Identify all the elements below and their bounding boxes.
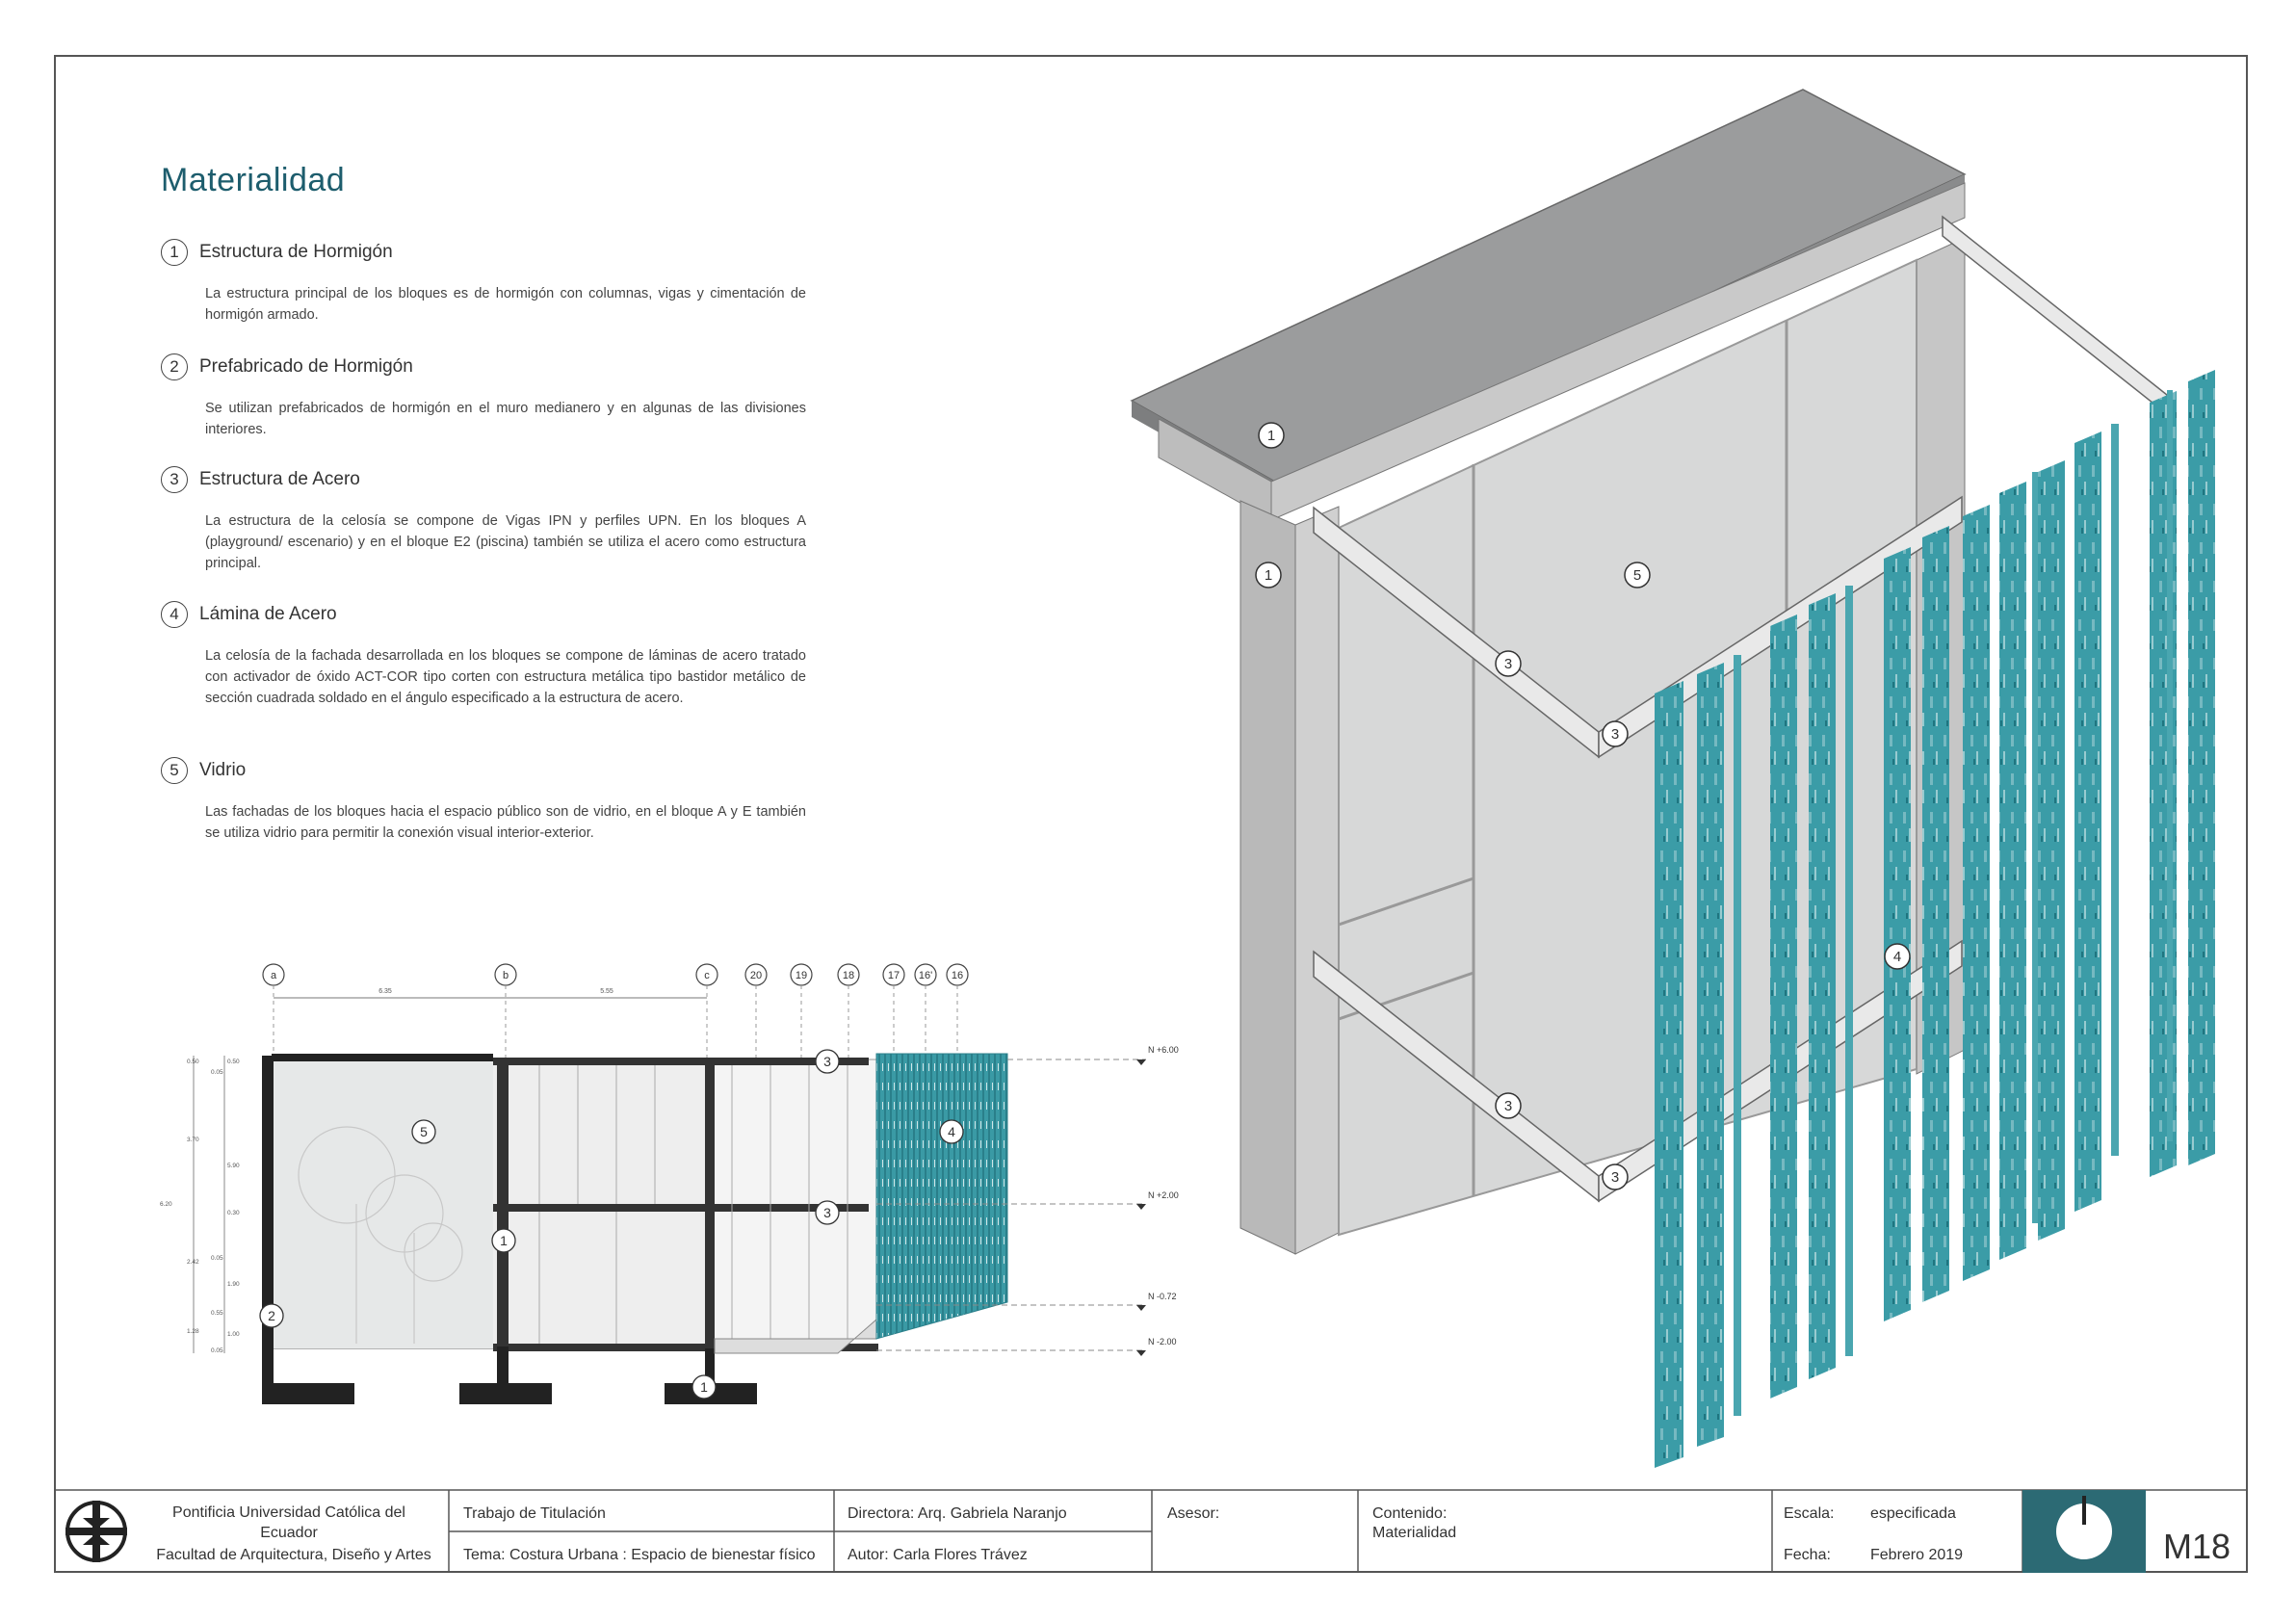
dim-left: 6.20 <box>160 1201 172 1208</box>
dim-left2: 1.00 <box>227 1331 240 1338</box>
span-dimension: 5.55 <box>600 988 613 995</box>
axo-callout: 3 <box>1610 1169 1620 1186</box>
section-title: Materialidad <box>161 162 346 198</box>
axo-callout: 3 <box>1503 656 1513 672</box>
axis-label: a <box>270 970 277 981</box>
axo-callout: 5 <box>1632 567 1642 584</box>
advisor: Asesor: <box>1167 1505 1220 1522</box>
content-label: Contenido: <box>1372 1505 1448 1522</box>
scale-value: especificada <box>1870 1505 1956 1522</box>
item-title: Prefabricado de Hormigón <box>199 356 413 377</box>
axo-callout: 3 <box>1503 1098 1513 1114</box>
level-label: N -0.72 <box>1148 1292 1177 1301</box>
work-type: Trabajo de Titulación <box>463 1505 606 1522</box>
item-body: La estructura de la celosía se compone de Vigas IPN y perfiles UPN. En los bloques A (playground/ escenario) y en el bloque E2 (piscina) también se utiliza el acero como estructura principal. <box>205 513 806 571</box>
item-title: Vidrio <box>199 760 247 780</box>
dim-left2: 0.05 <box>211 1347 223 1354</box>
item-number: 3 <box>161 466 188 493</box>
sheet-code: M18 <box>2163 1527 2231 1566</box>
dim-left2: 5.90 <box>227 1163 240 1169</box>
director: Directora: Arq. Gabriela Naranjo <box>848 1505 1067 1522</box>
section-view <box>160 964 1179 1404</box>
scale-label: Escala: <box>1784 1505 1835 1522</box>
section-callout: 1 <box>500 1233 508 1248</box>
theme: Tema: Costura Urbana : Espacio de bienestar físico <box>463 1547 816 1563</box>
axo-callout: 4 <box>1892 949 1902 965</box>
axis-label: 18 <box>842 970 855 981</box>
axis-label: 16' <box>918 970 933 981</box>
faculty-name: Facultad de Arquitectura, Diseño y Artes <box>156 1547 431 1563</box>
axis-label: 19 <box>795 970 808 981</box>
axis-label: 20 <box>749 970 763 981</box>
section-callout: 4 <box>948 1124 955 1139</box>
item-body: Se utilizan prefabricados de hormigón en el muro medianero y en algunas de las divisiones interiores. <box>205 401 806 437</box>
axis-label: 17 <box>887 970 900 981</box>
date-value: Febrero 2019 <box>1870 1547 1964 1563</box>
dim-left: 0.50 <box>187 1059 199 1065</box>
section-callout: 3 <box>823 1054 831 1069</box>
level-label: N -2.00 <box>1148 1337 1177 1346</box>
section-callout: 2 <box>268 1308 275 1323</box>
dim-left2: 0.55 <box>211 1310 223 1317</box>
dim-left2: 0.05 <box>211 1069 223 1076</box>
item-body: Las fachadas de los bloques hacia el espacio público son de vidrio, en el bloque A y E también se utiliza vidrio para permitir la conexión visual interior-exterior. <box>205 804 806 841</box>
section-callout: 5 <box>420 1124 428 1139</box>
date-label: Fecha: <box>1784 1547 1831 1563</box>
dim-left2: 1.90 <box>227 1281 240 1288</box>
item-title: Lámina de Acero <box>199 604 337 624</box>
item-title: Estructura de Hormigón <box>199 242 393 262</box>
item-body: La celosía de la fachada desarrollada en los bloques se compone de láminas de acero tratado con activador de óxido ACT-COR tipo corten con estructura metálica tipo bastidor metálico de sección cuadrada soldado en el ángulo especificado a la estructura de acero. <box>205 648 806 706</box>
dim-left: 1.28 <box>187 1328 199 1335</box>
item-number: 1 <box>161 239 188 266</box>
section-callout: 1 <box>700 1379 708 1395</box>
content-value: Materialidad <box>1372 1525 1457 1541</box>
level-label: N +2.00 <box>1148 1190 1179 1200</box>
axo-callout: 1 <box>1266 428 1276 444</box>
item-number: 2 <box>161 353 188 380</box>
dim-left2: 0.30 <box>227 1210 240 1216</box>
dim-left2: 0.05 <box>211 1255 223 1262</box>
item-number: 4 <box>161 601 188 628</box>
item-body: La estructura principal de los bloques es de hormigón con columnas, vigas y cimentación de hormigón armado. <box>205 286 806 323</box>
section-callout: 3 <box>823 1205 831 1220</box>
axis-label: b <box>502 970 509 981</box>
axo-callout: 1 <box>1264 567 1273 584</box>
item-title: Estructura de Acero <box>199 469 360 489</box>
item-number: 5 <box>161 757 188 784</box>
span-dimension: 6.35 <box>378 988 392 995</box>
university-logo <box>65 1501 127 1562</box>
dim-left: 2.42 <box>187 1259 199 1266</box>
institution-name: Pontificia Universidad Católica del Ecuador <box>172 1504 405 1541</box>
axo-callout: 3 <box>1610 726 1620 743</box>
author: Autor: Carla Flores Trávez <box>848 1547 1028 1563</box>
axis-label: c <box>704 970 710 981</box>
dim-left2: 0.50 <box>227 1059 240 1065</box>
axonometric-view <box>1132 90 2215 1468</box>
dim-left: 3.70 <box>187 1137 199 1143</box>
level-label: N +6.00 <box>1148 1045 1179 1055</box>
axis-label: 16 <box>951 970 964 981</box>
